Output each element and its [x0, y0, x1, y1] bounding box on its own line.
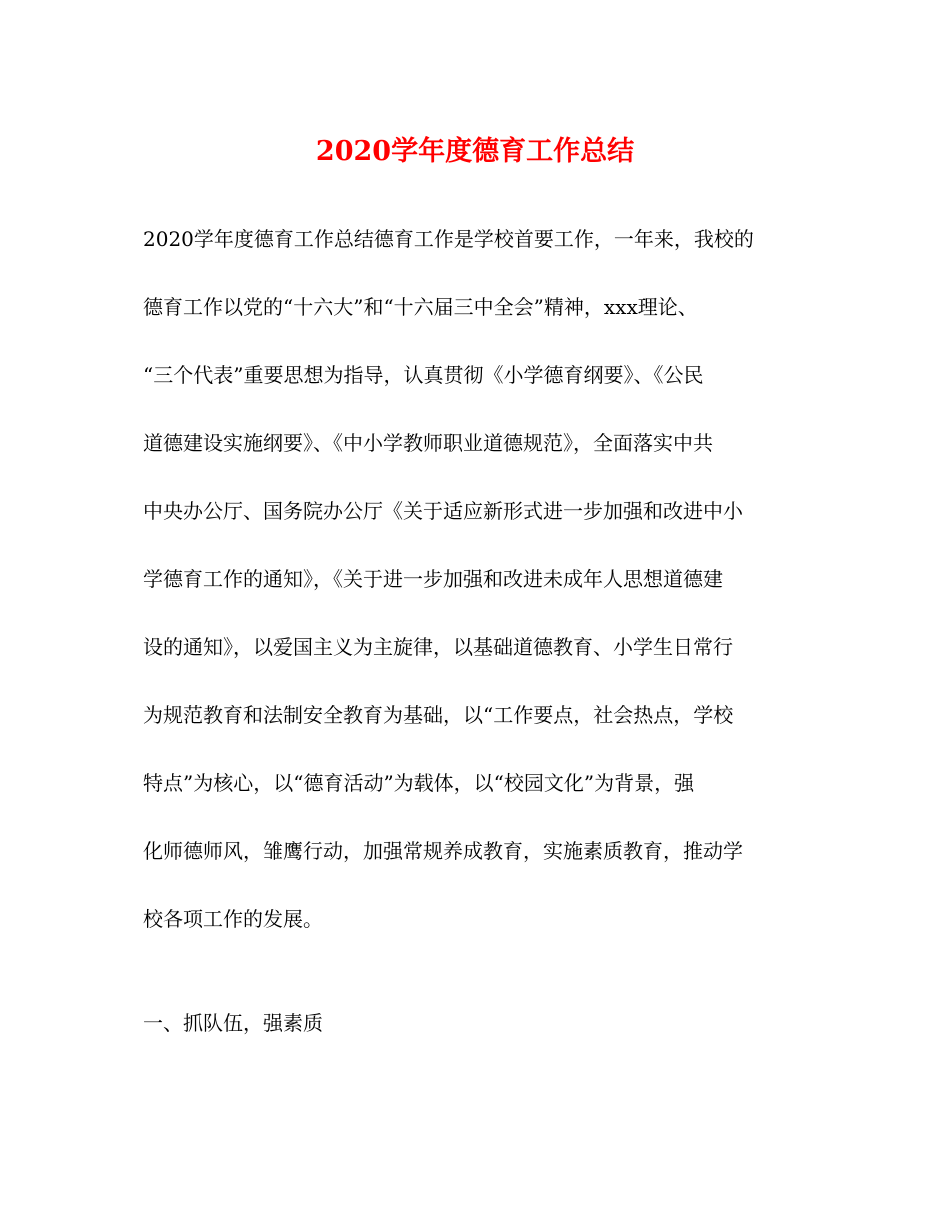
paragraph-line: 道德建设实施纲要》、《中小学教师职业道德规范》，全面落实中共	[143, 431, 713, 455]
paragraph-line: 特点”为核心，以“德育活动”为载体，以“校园文化”为背景，强	[143, 771, 695, 795]
paragraph-line: “三个代表”重要思想为指导，认真贯彻《小学德育纲要》、《公民	[143, 363, 704, 387]
paragraph-line: 德育工作以党的“十六大”和“十六届三中全会”精神，xxx理论、	[143, 295, 698, 319]
document-title: 2020学年度德育工作总结	[315, 136, 635, 167]
paragraph-line: 校各项工作的发展。	[143, 907, 323, 931]
paragraph-line: 为规范教育和法制安全教育为基础，以“工作要点，社会热点，学校	[143, 703, 734, 727]
paragraph-line: 化师德师风，雏鹰行动，加强常规养成教育，实施素质教育，推动学	[143, 839, 743, 863]
paragraph-line: 2020学年度德育工作总结德育工作是学校首要工作，一年来，我校的	[143, 227, 754, 251]
intro-paragraph	[143, 205, 803, 953]
paragraph-line: 学德育工作的通知》，《关于进一步加强和改进未成年人思想道德建	[143, 567, 723, 591]
section-heading: 一、抓队伍，强素质	[143, 1011, 323, 1035]
paragraph-line: 中央办公厅、国务院办公厅《关于适应新形式进一步加强和改进中小	[143, 499, 743, 523]
paragraph-line: 设的通知》，以爱国主义为主旋律，以基础道德教育、小学生日常行	[143, 635, 733, 659]
